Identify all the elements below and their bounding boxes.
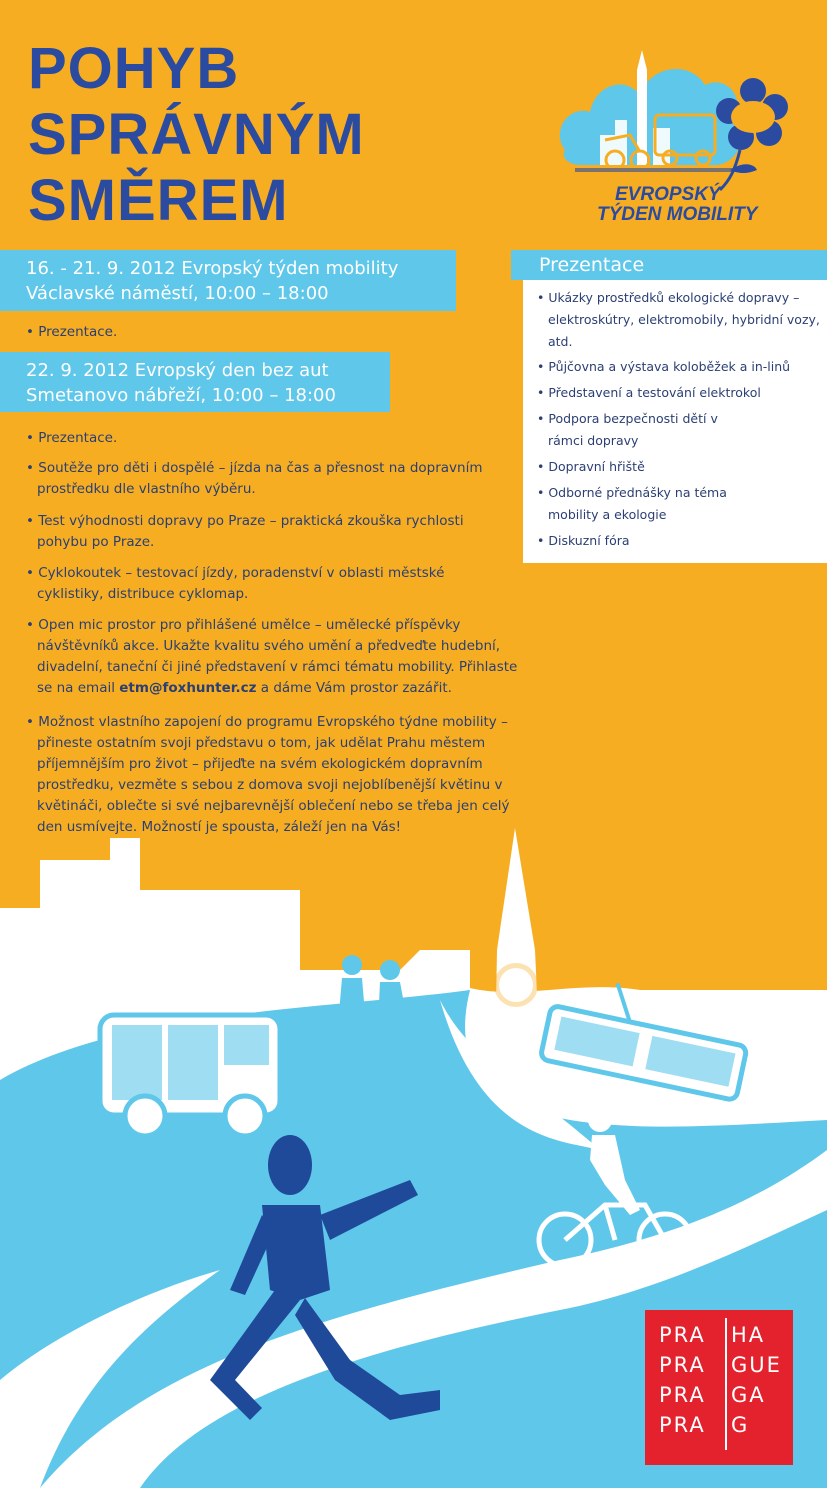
event-2-bullet-5: • Open mic prostor pro přihlášené umělce – umělecké příspěvky návštěvníků akce. Ukažte kvalitu svého umění a předveďte hudební, divadelní, taneční či jiné představení v rámci tématu mobility. Přihlaste se na email etm@foxhunter.cz a dáme Vám prostor zazářit. <box>26 617 518 696</box>
event-2-bullet-1: • Prezentace. <box>26 430 118 446</box>
presentation-item: • Ukázky prostředků ekologické dopravy – elektroskútry, elektromobily, hybridní vozy, atd. <box>537 290 820 349</box>
event-1-bullet: • Prezentace. <box>26 324 118 340</box>
praha-logo-text: PRA <box>659 1353 706 1377</box>
presentation-heading: Prezentace <box>511 250 827 280</box>
event-1-place: Václavské náměstí, 10:00 – 18:00 <box>26 283 329 304</box>
praha-logo-text: PRA <box>659 1413 706 1437</box>
title-line-3: SMĚREM <box>28 168 289 233</box>
logo-text-line-1: EVROPSKÝ <box>615 184 721 205</box>
title-line-1: POHYB <box>28 36 240 101</box>
event-2-bullet-4: • Cyklokoutek – testovací jízdy, poradenství v oblasti městské cyklistiky, distribuce cyklomap. <box>26 565 445 602</box>
event-2-date: 22. 9. 2012 Evropský den bez aut <box>26 360 329 381</box>
praha-logo-text: G <box>731 1413 750 1437</box>
praha-logo-text: GA <box>731 1383 766 1407</box>
event-1-date: 16. - 21. 9. 2012 Evropský týden mobility <box>26 258 399 279</box>
event-2-bullet-6: • Možnost vlastního zapojení do programu Evropského týdne mobility – přineste ostatním svoji představu o tom, jak udělat Prahu městem příjemnějším pro život – přijeďte na svém ekologickém dopravním prostředku, vezměte s sebou z domova svoji nejoblíbenější květinu v květináči, oblečte si své nejbarevnější oblečení nebo se třeba jen celý den usmívejte. Možností je spousta, záleží jen na Vás! <box>26 714 510 835</box>
praha-logo-text: GUE <box>731 1353 782 1377</box>
presentation-item: • Podpora bezpečnosti dětí v rámci dopravy <box>537 411 718 448</box>
presentation-item: • Odborné přednášky na téma mobility a ekologie <box>537 485 727 522</box>
praha-city-logo <box>645 1310 793 1465</box>
praha-logo-text: PRA <box>659 1323 706 1347</box>
presentation-item: • Diskuzní fóra <box>537 533 630 548</box>
presentation-item: • Představení a testování elektrokol <box>537 385 761 400</box>
logo-text-line-2: TÝDEN MOBILITY <box>597 204 758 225</box>
event-2-date-band <box>0 352 390 412</box>
event-2-bullet-2: • Soutěže pro děti i dospělé – jízda na čas a přesnost na dopravním prostředku dle vlastního výběru. <box>26 460 483 497</box>
event-2-bullet-3: • Test výhodnosti dopravy po Praze – praktická zkouška rychlosti pohybu po Praze. <box>26 513 464 550</box>
presentation-item: • Dopravní hřiště <box>537 459 645 474</box>
praha-logo-text: HA <box>731 1323 766 1347</box>
praha-logo-divider <box>725 1318 727 1450</box>
praha-logo-text: PRA <box>659 1383 706 1407</box>
event-2-place: Smetanovo nábřeží, 10:00 – 18:00 <box>26 385 336 406</box>
event-1-date-band <box>0 250 456 311</box>
page-title <box>28 36 498 234</box>
contact-email[interactable]: etm@foxhunter.cz <box>119 680 257 696</box>
mobility-week-logo <box>545 40 790 235</box>
presentation-item: • Půjčovna a výstava koloběžek a in-linů <box>537 359 791 374</box>
title-line-2: SPRÁVNÝM <box>28 102 365 167</box>
